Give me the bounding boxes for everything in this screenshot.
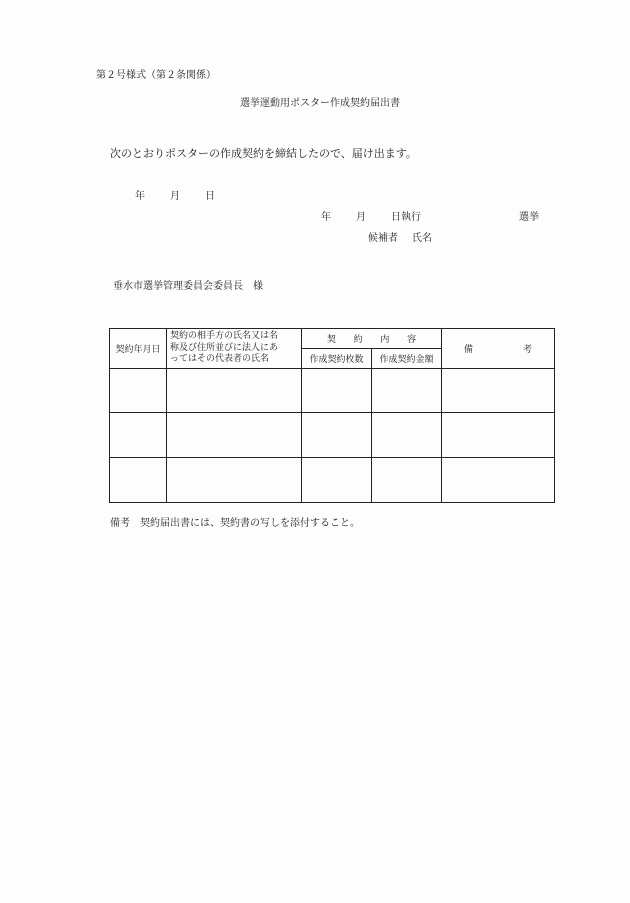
contract-char-4: 容 xyxy=(407,335,417,345)
cell-contract-amount[interactable] xyxy=(372,458,442,503)
cell-remarks[interactable] xyxy=(442,413,555,458)
table-row xyxy=(110,458,555,503)
cell-contract-date[interactable] xyxy=(110,458,167,503)
cell-contract-amount[interactable] xyxy=(372,369,442,413)
col-contractor-line3: ってはその代表者の氏名 xyxy=(170,354,270,365)
election-year: 年 xyxy=(321,212,331,223)
cell-poster-count[interactable] xyxy=(302,458,372,503)
form-number: 第２号様式（第２条関係） xyxy=(96,70,216,81)
col-contractor-line1: 契約の相手方の氏名又は名 xyxy=(170,331,279,342)
table-row xyxy=(110,369,555,413)
addressee: 垂水市選挙管理委員会委員長 様 xyxy=(113,281,263,292)
cell-contractor[interactable] xyxy=(167,413,302,458)
submission-date xyxy=(0,187,630,201)
cell-contractor[interactable] xyxy=(167,369,302,413)
election-date xyxy=(0,208,630,222)
col-contract-amount: 作成契約金額 xyxy=(372,349,442,369)
date-month: 月 xyxy=(170,191,180,202)
contract-char-2: 約 xyxy=(353,335,363,345)
cell-remarks[interactable] xyxy=(442,458,555,503)
col-contract-content xyxy=(302,329,442,349)
col-contractor xyxy=(167,329,302,369)
table-row xyxy=(110,413,555,458)
cell-remarks[interactable] xyxy=(442,369,555,413)
contract-char-3: 内 xyxy=(380,335,390,345)
cell-contract-date[interactable] xyxy=(110,413,167,458)
candidate-line xyxy=(0,229,630,243)
date-year: 年 xyxy=(135,191,145,202)
remarks-char-1: 備 xyxy=(464,345,474,355)
cell-poster-count[interactable] xyxy=(302,369,372,413)
document-title: 選挙運動用ポスター作成契約届出書 xyxy=(240,98,400,109)
remarks-note: 備考 契約届出書には、契約書の写しを添付すること。 xyxy=(110,518,360,529)
cell-contract-amount[interactable] xyxy=(372,413,442,458)
candidate-label: 候補者 xyxy=(368,233,398,244)
cell-poster-count[interactable] xyxy=(302,413,372,458)
col-contractor-line2: 称及び住所並びに法人にあ xyxy=(170,342,279,353)
col-poster-count: 作成契約枚数 xyxy=(302,349,372,369)
intro-text: 次のとおりポスターの作成契約を締結したので、届け出ます。 xyxy=(110,147,417,160)
contract-table xyxy=(109,328,555,503)
election-month: 月 xyxy=(356,212,366,223)
col-remarks xyxy=(442,329,555,369)
col-contract-date: 契約年月日 xyxy=(110,329,167,369)
election-day-exec: 日執行 xyxy=(391,212,421,223)
cell-contract-date[interactable] xyxy=(110,369,167,413)
cell-contractor[interactable] xyxy=(167,458,302,503)
election-label: 選挙 xyxy=(519,212,539,223)
date-day: 日 xyxy=(205,191,215,202)
contract-char-1: 契 xyxy=(326,335,336,345)
candidate-name-label: 氏名 xyxy=(412,233,432,244)
remarks-char-2: 考 xyxy=(522,345,532,355)
